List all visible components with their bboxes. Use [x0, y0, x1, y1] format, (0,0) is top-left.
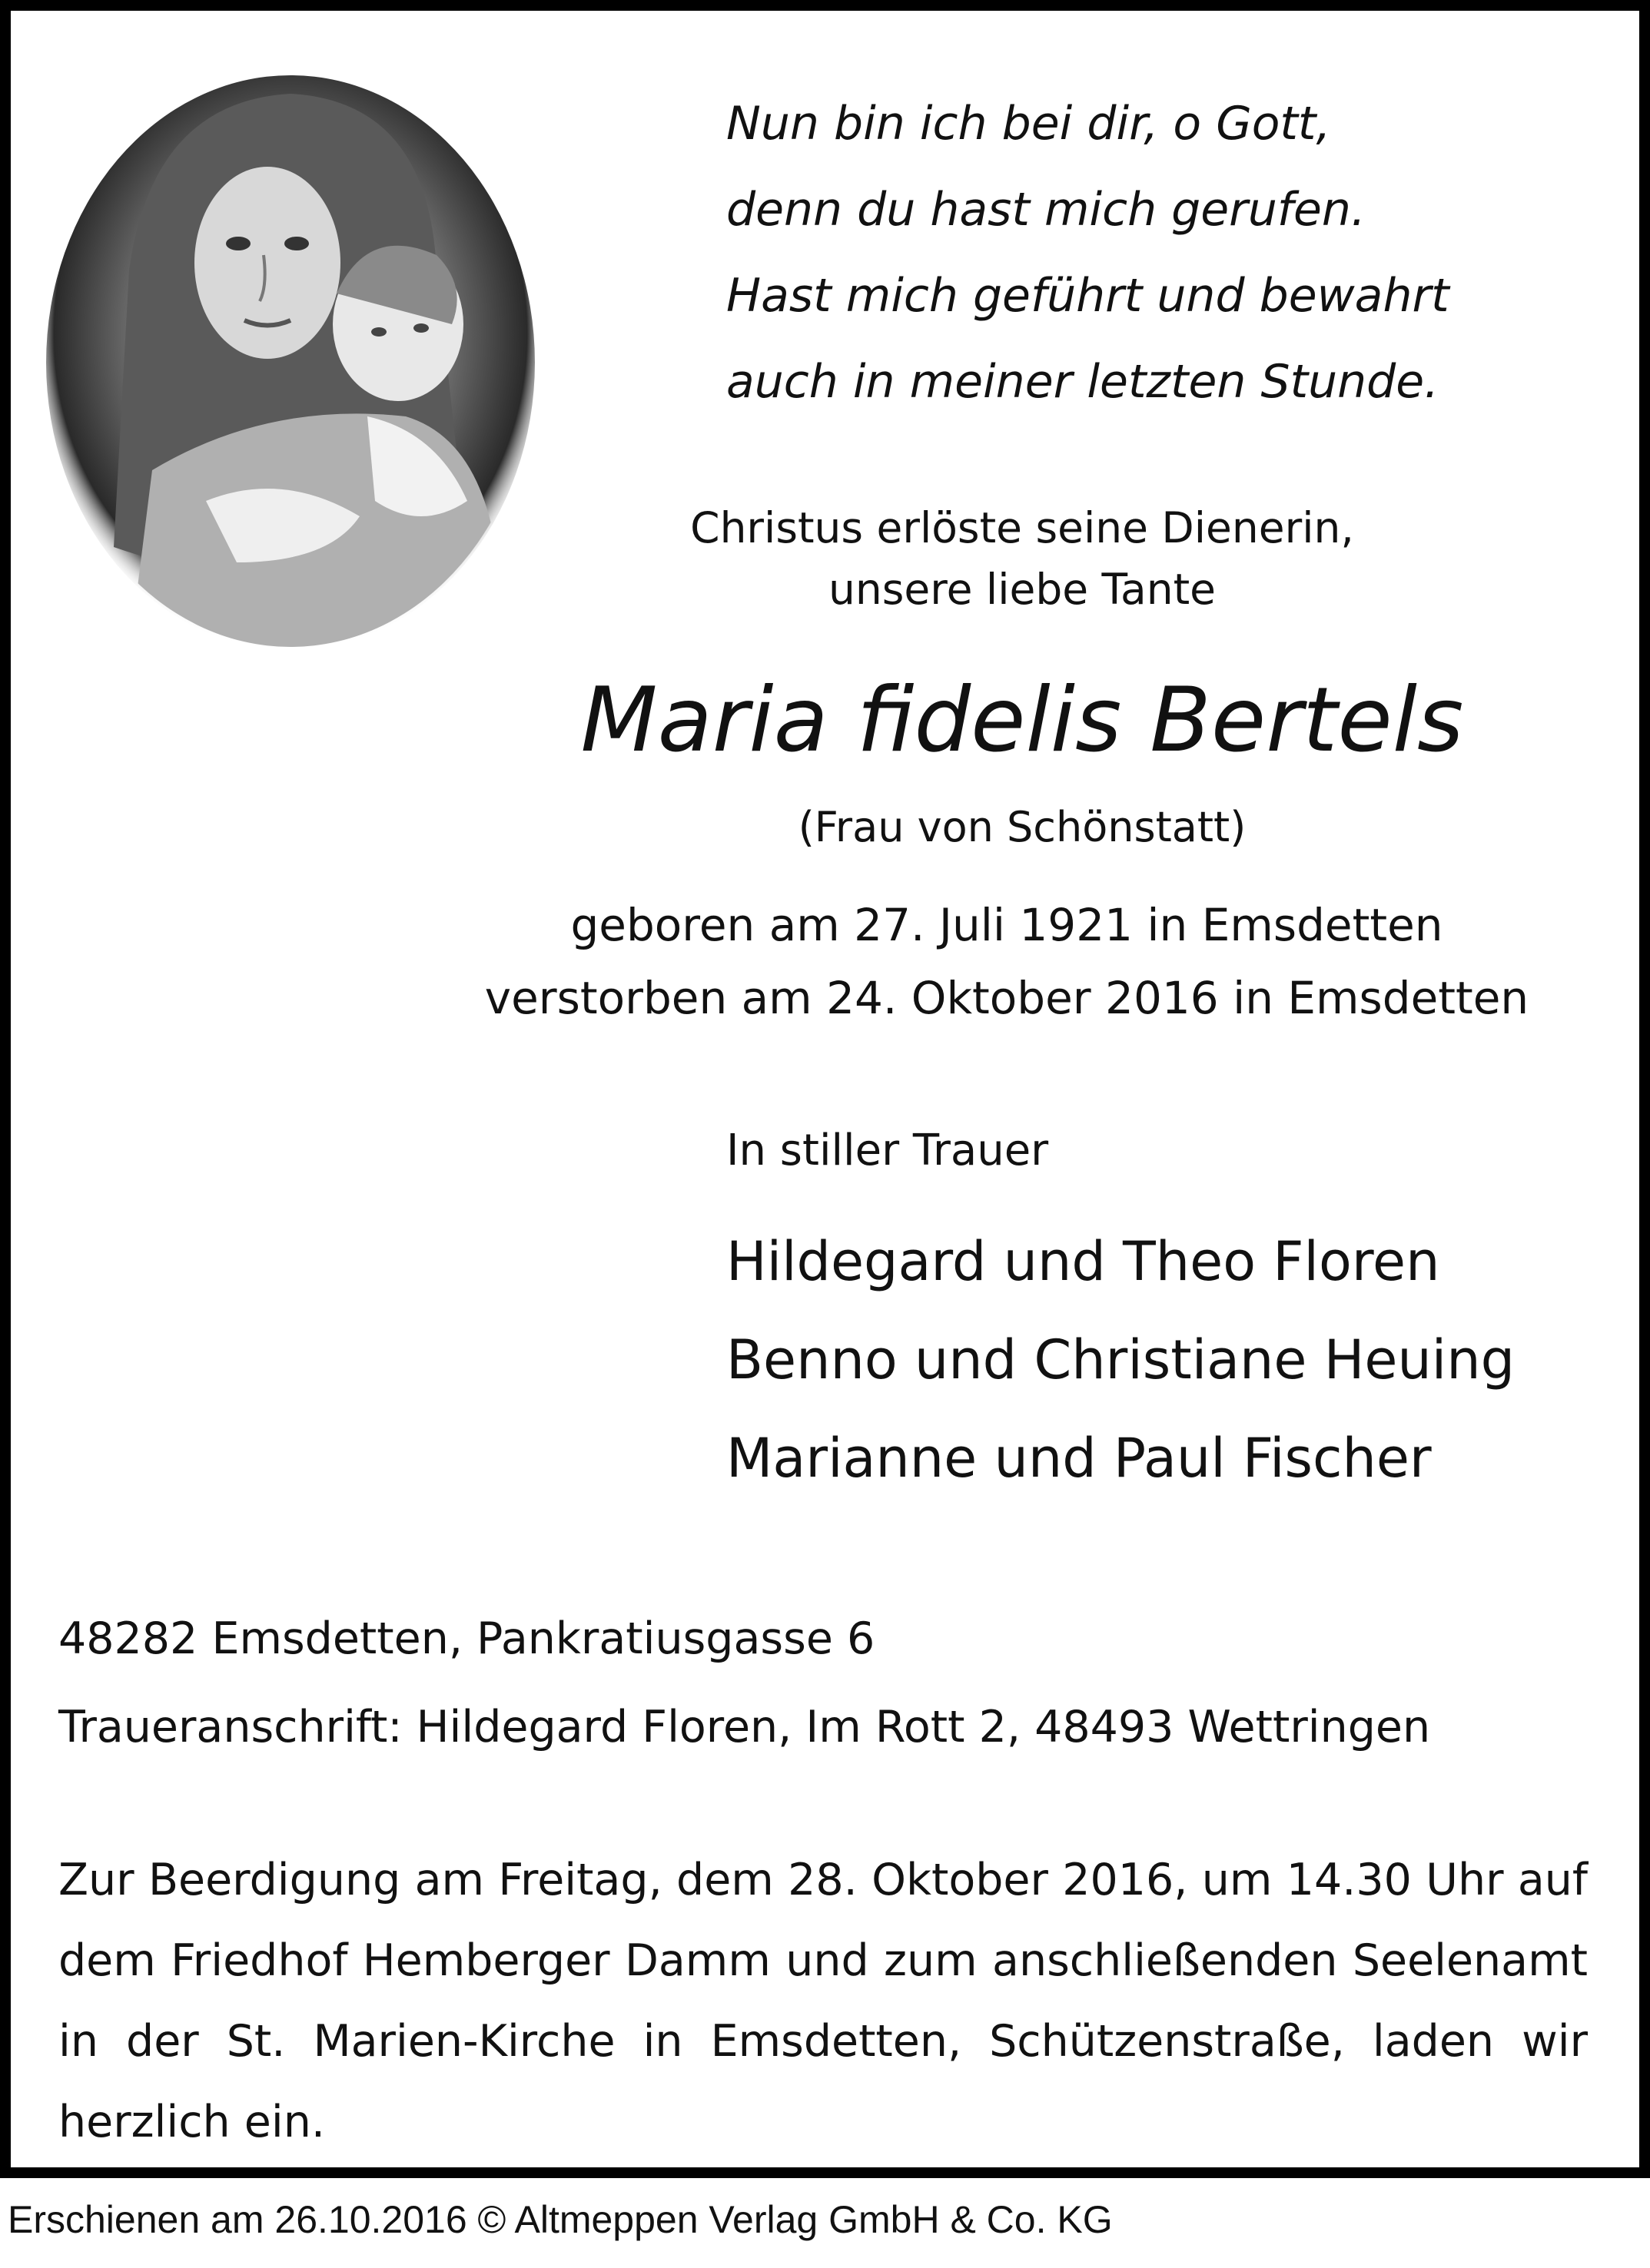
mourner-name: Hildegard und Theo Floren — [726, 1230, 1440, 1293]
mourning-address: Traueranschrift: Hildegard Floren, Im Rott 2, 48493 Wettringen — [58, 1702, 1431, 1752]
death-date-line: verstorben am 24. Oktober 2016 in Emsdetten — [484, 972, 1529, 1024]
publication-footer: Erschienen am 26.10.2016 © Altmeppen Verlag GmbH & Co. KG — [8, 2198, 1113, 2241]
poem-verse — [726, 81, 1449, 425]
funeral-notice: Zur Beerdigung am Freitag, dem 28. Oktober 2016, um 14.30 Uhr auf dem Friedhof Hemberger Damm und zum anschließenden Seelenamt in der St. Marien-Kirche in Emsdetten, Schützenstraße, laden wir herzlich ein. — [58, 1855, 1588, 2147]
poem-line: Nun bin ich bei dir, o Gott, — [726, 97, 1331, 151]
poem-line: denn du hast mich gerufen. — [726, 183, 1366, 237]
mourning-intro: In stiller Trauer — [726, 1126, 1049, 1175]
deceased-note: (Frau von Schönstatt) — [798, 803, 1247, 851]
mourners-block — [726, 1120, 1515, 1507]
mourner-name: Benno und Christiane Heuing — [726, 1328, 1516, 1391]
poem-line: auch in meiner letzten Stunde. — [726, 355, 1439, 409]
intro-line-1: Christus erlöste seine Dienerin, — [690, 503, 1354, 552]
intro-line-2: unsere liebe Tante — [828, 565, 1217, 614]
deceased-name: Maria fidelis Bertels — [580, 668, 1464, 772]
birth-date-line: geboren am 27. Juli 1921 in Emsdetten — [570, 899, 1443, 951]
home-address: 48282 Emsdetten, Pankratiusgasse 6 — [58, 1613, 875, 1664]
mourner-name: Marianne und Paul Fischer — [726, 1427, 1432, 1490]
poem-line: Hast mich geführt und bewahrt — [726, 269, 1449, 323]
